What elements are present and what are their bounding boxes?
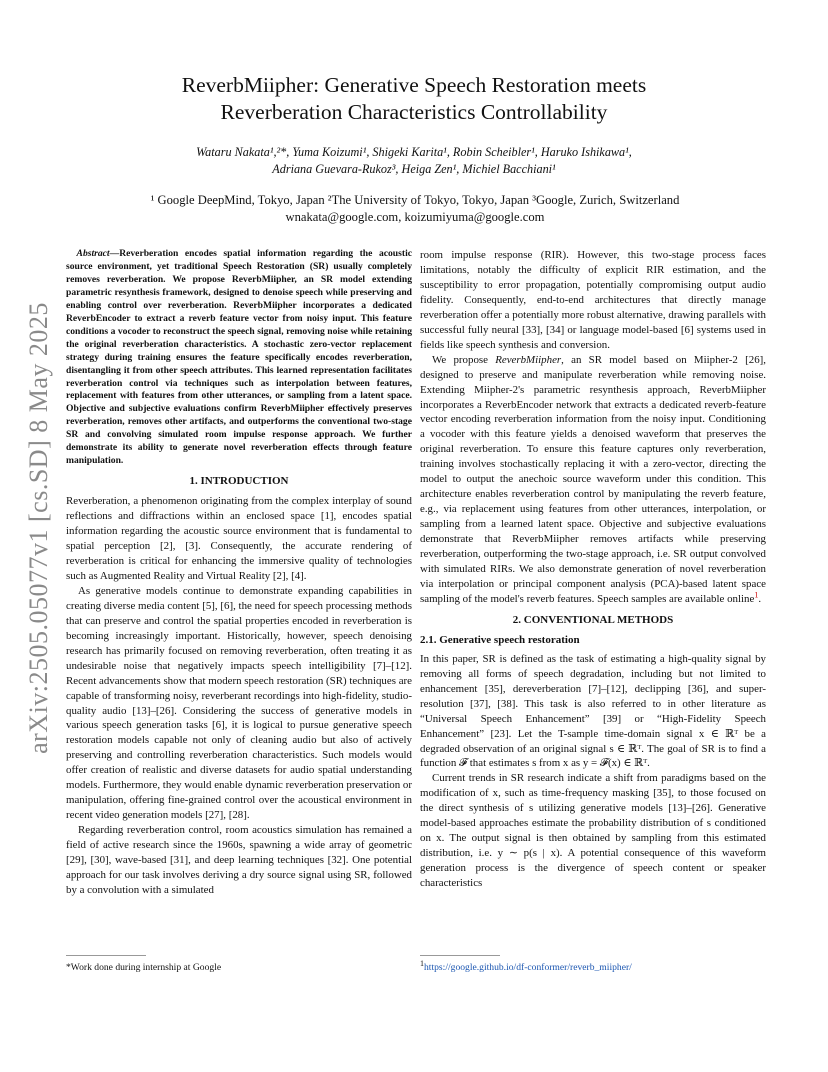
model-name: ReverbMiipher [495,353,562,366]
footnote-left: *Work done during internship at Google [66,962,222,973]
intro-paragraph-3: Regarding reverberation control, room acoustics simulation has remained a field of active research since the 1960s, spawning a wide array of geometric [29], [30], wave-based [31], and deep learning techniques [32]. One potential approach for our task involves deriving a dry source signal using SR, followed by a convolution with a simulated [66,824,412,896]
text-run: We propose [431,353,496,366]
paper-title: ReverbMiipher: Generative Speech Restoration meets Reverberation Characteristics Controllability [181,73,647,124]
intro-paragraph-1: Reverberation, a phenomenon originating from the complex interplay of sound reflections and diffractions within an enclosed space [1], encodes spatial information regarding the acoustic source environment that is fundamental to spatial perception [2], [3]. Consequently, the accurate rendering of reverberation is critical for enhancing the immersive quality of technologies such as Augmented Reality and Virtual Reality [2], [4]. [66,495,412,582]
arxiv-identifier[interactable]: arXiv:2505.05077v1 [cs.SD] 8 May 2025 [24,302,53,754]
author-line-1: Wataru Nakata¹,²*, Yuma Koizumi¹, Shigeki Karita¹, Robin Scheibler¹, Haruko Ishikawa¹, [196,145,632,159]
right-paragraph-4: Current trends in SR research indicate a shift from paradigms based on the modification of x, such as time-frequency masking [35], to those focused on the direct synthesis of s utilizing generative models [13]–[26]. Generative model-based approaches estimate the probability distribution of s conditioned on x. The output signal is then obtained by sampling from this estimated distribution, i.e. y ∼ p(s | x). A potential consequence of this waveform generation process is the divergence of speech content or speaker characteristics [420,772,766,890]
footnote-right [420,958,766,973]
left-column [66,248,412,898]
right-paragraph-1: room impulse response (RIR). However, this two-stage process faces limitations, notably the difficulty of explicit RIR estimation, and the susceptibility to error propagation, potentially compromising output audio fidelity. Consequently, end-to-end architectures that directly manage reverberation offer a potentially more robust alternative, drawing parallels with successful fully neural [33], [34] or language model-based [6] systems used in fields like speech synthesis and conversion. [420,249,766,351]
affiliation-line: ¹ Google DeepMind, Tokyo, Japan ²The University of Tokyo, Tokyo, Japan ³Google, Zurich, Switzerland [150,193,680,207]
right-paragraph-2 [420,353,766,607]
right-column [420,248,766,891]
text-run: , an SR model based on Miipher-2 [26], designed to preserve and manipulate reverberation while removing noise. Extending Miipher-2's parametric resynthesis approach, ReverbMiipher incorporates a ReverbEncoder network that extracts a dedicated reverb-feature vector encoding reverberation information from the noisy input. Conditioning a vocoder with this feature yields a denoised waveform that preserves the original reverberation. To ensure this feature captures only reverberation, training involves stochastically replacing it with a zero-vector, directing the model to output the anechoic source waveform under this condition. This architecture enables reverberation control by manipulating the reverb feature, e.g., via replacement using features from other utterances, interpolation, or sampling from a learned latent space. Objective and subjective evaluations demonstrate that ReverbMiipher removes artifacts while preserving reverberation, outperforming the two-stage approach, i.e. SR output convolved with simulated RIRs. We also demonstrate generation of novel reverberation via interpolation or principal component analysis (PCA)-based latent space sampling of the model's reverb features. Speech samples are available online [420,353,766,605]
right-paragraph-3: In this paper, SR is defined as the task of estimating a high-quality signal by removing all forms of speech degradation, including but not limited to enhancement [35], dereverberation [7]–[12], declipping [36], and super-resolution [37], [38]. This task is also referred to in other literature as “Universal Speech Enhancement” [39] or “High-Fidelity Speech Enhancement” [23]. Let the T-sample time-domain signal x ∈ ℝᵀ be a degraded observation of an original signal s ∈ ℝᵀ. The goal of SR is to find a function 𝓕 that estimates s from x as y = 𝓕(x) ∈ ℝᵀ. [420,652,766,770]
section-heading-conventional-methods: 2. CONVENTIONAL METHODS [512,613,674,626]
email-line: wnakata@google.com, koizumiyuma@google.com [285,210,545,224]
arxiv-sidebar-stamp [22,288,56,768]
footnote-rule-right [420,955,500,956]
footnote-marker[interactable]: 1 [754,590,759,600]
intro-paragraph-2: As generative models continue to demonstrate expanding capabilities in creating diverse media content [5], [6], the need for speech processing methods that can preserve and control the spatial properties encoded in reverberation is becoming increasingly important. Historically, however, speech denoising research has primarily focused on removing reverberation, often treating it as undesirable noise that negatively impacts speech intelligibility [7]–[12]. Recent advancements show that modern speech restoration (SR) techniques are capable of transforming noisy, reverberant recordings into high-fidelity, studio-quality audio [13]–[26]. Considering the success of generative models in various speech generation tasks [6], it is logical to pursue generative speech restoration models capable not only of cleaning audio but also of actively preserving and controlling reverberation characteristics. Such models would offer creation of realistic and diverse datasets for audio spatial understanding models. Furthermore, they would enable dynamic reverberation preservation or manipulation, offering fine-grained control over the acoustical environment in recent video generation models [27], [28]. [66,584,412,822]
abstract-label: Abstract [76,248,110,259]
affiliations [70,192,760,226]
footnote-number: 1 [420,958,424,968]
author-line-2: Adriana Guevara-Rukoz³, Heiga Zen¹, Michiel Bacchiani¹ [272,162,556,176]
text-run: . [758,592,762,605]
samples-url-link[interactable]: https://google.github.io/df-conformer/reverb_miipher/ [424,962,632,973]
abstract [66,248,412,468]
author-list [120,144,708,178]
section-heading-introduction: 1. INTRODUCTION [189,475,289,488]
subsection-heading-generative-sr: 2.1. Generative speech restoration [420,633,580,646]
footnote-rule-left [66,955,146,956]
abstract-text: —Reverberation encodes spatial information regarding the acoustic source environment, yet traditional Speech Restoration (SR) usually completely removes reverberation. We propose ReverbMiipher, an SR model extending parametric resynthesis framework, designed to denoise speech while preserving and enabling control over reverberation. ReverbMiipher incorporates a dedicated ReverbEncoder to extract a reverb feature vector from noisy input. This feature conditions a vocoder to reconstruct the speech signal, removing noise while retaining the original reverberation characteristics. A stochastic zero-vector replacement strategy during training ensures the feature specifically encodes reverberation, disentangling it from other speech attributes. This learned representation facilitates reverberation control via techniques such as interpolation between features, replacement with features from other utterances, or sampling from a latent space. Objective and subjective evaluations confirm ReverbMiipher effectively preserves reverberation, removes other artifacts, and outperforms the conventional two-stage SR and convolving simulated room impulse response approach. We further demonstrate its ability to generate novel reverberation effects through feature manipulation. [66,248,412,467]
